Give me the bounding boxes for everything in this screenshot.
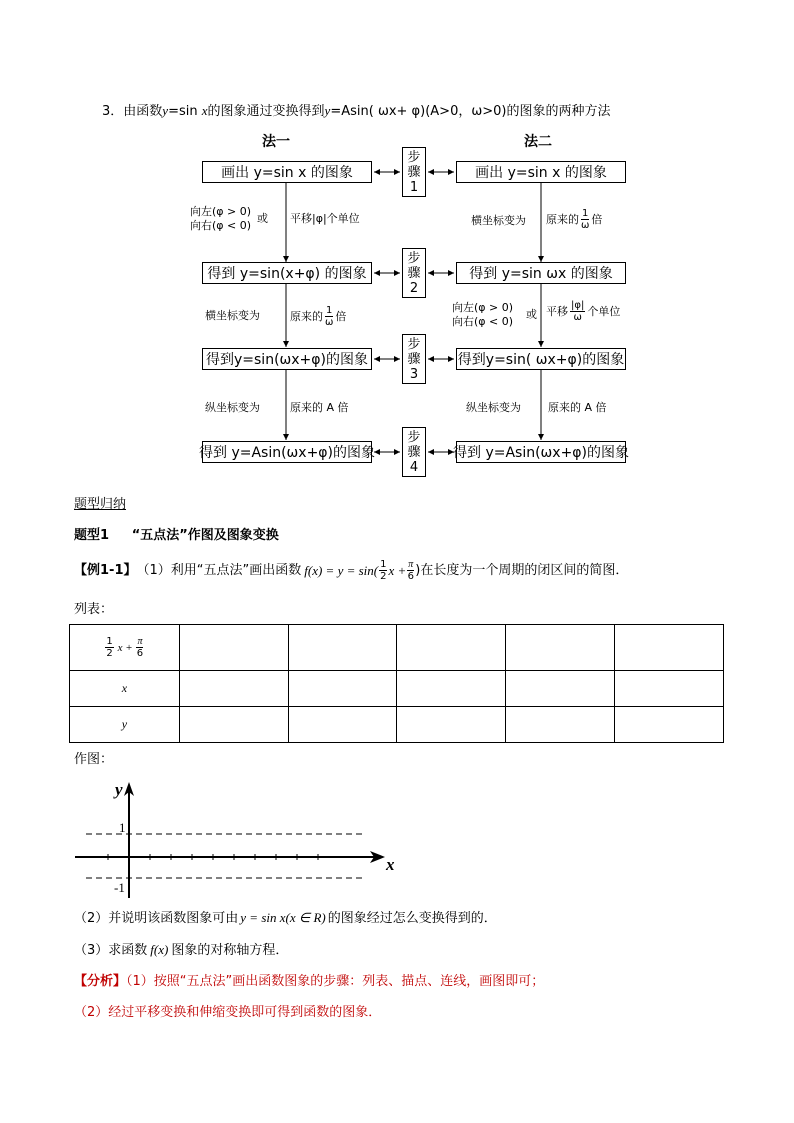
method1-title: 法一: [262, 134, 290, 150]
table-cell[interactable]: [288, 671, 397, 707]
draw-label: 作图：: [74, 752, 114, 767]
m2-box-2: 得到 y=sin ωx 的图象: [456, 262, 626, 284]
table-cell[interactable]: [615, 625, 724, 671]
m1-label-1-right: 平移|φ|个单位: [290, 212, 360, 225]
m2-label-2-left: 向左(φ > 0) 向右(φ < 0): [452, 301, 514, 328]
m1-box-3: 得到y=sin(ωx+φ)的图象: [202, 348, 372, 370]
m1-label-2-left: 横坐标变为: [205, 309, 260, 322]
table-cell[interactable]: [397, 671, 506, 707]
step-box-1: 步 骤 1: [402, 147, 426, 197]
table-row3-header: y: [70, 707, 180, 743]
analysis-line-2: （2）经过平移变换和伸缩变换即可得到函数的图象．: [74, 1005, 382, 1020]
value-table: [69, 624, 724, 743]
question-2: （2）并说明该函数图象可由 y = sin x(x ∈ R) 的图象经过怎么变换得到的．: [74, 910, 497, 926]
table-cell[interactable]: [179, 671, 288, 707]
m2-box-3: 得到y=sin( ωx+φ)的图象: [456, 348, 626, 370]
table-cell[interactable]: [506, 707, 615, 743]
m1-box-4: 得到 y=Asin(ωx+φ)的图象: [202, 441, 372, 463]
tick-label-neg-one: -1: [114, 880, 125, 895]
m1-label-1-left: 向左(φ > 0) 向右(φ < 0): [190, 205, 252, 232]
list-label: 列表：: [74, 602, 114, 617]
m2-box-4: 得到 y=Asin(ωx+φ)的图象: [456, 441, 626, 463]
question-3: （3）求函数 f(x) 图象的对称轴方程．: [74, 942, 289, 958]
m1-box-1: 画出 y=sin x 的图象: [202, 161, 372, 183]
table-cell[interactable]: [615, 671, 724, 707]
analysis-line-1: 【分析】（1）按照“五点法”画出函数图象的步骤：列表、描点、连线，画图即可；: [74, 974, 545, 989]
m1-box-2: 得到 y=sin(x+φ) 的图象: [202, 262, 372, 284]
step-box-2: 步 骤 2: [402, 248, 426, 298]
m2-label-3-left: 纵坐标变为: [466, 401, 521, 414]
table-cell[interactable]: [288, 707, 397, 743]
m2-label-2-or: 或: [526, 308, 537, 321]
m2-label-3-right: 原来的 A 倍: [548, 401, 607, 414]
coordinate-axes: [70, 778, 400, 903]
step-box-3: 步 骤 3: [402, 334, 426, 384]
table-cell[interactable]: [288, 625, 397, 671]
table-cell[interactable]: [179, 707, 288, 743]
table-cell[interactable]: [506, 625, 615, 671]
m2-label-1-right: 原来的 $\frac{1}{\omega}$ 倍: [546, 208, 603, 231]
m2-box-1: 画出 y=sin x 的图象: [456, 161, 626, 183]
table-row1-header: $\frac{1}{2}$ x + $\frac{\pi}{6}$: [70, 625, 180, 671]
summary-heading: 题型归纳: [74, 497, 127, 512]
table-cell[interactable]: [179, 625, 288, 671]
flow-diagram-arrows: [0, 0, 794, 500]
step-box-4: 步 骤 4: [402, 427, 426, 477]
tick-label-one: 1: [119, 820, 126, 835]
x-axis-label: x: [386, 855, 395, 874]
table-row2-header: x: [70, 671, 180, 707]
m1-label-3-right: 原来的 A 倍: [290, 401, 349, 414]
section-3-heading: 3．由函数y=sin x的图象通过变换得到y=Asin( ωx+ φ)(A>0，ω>0)的图象的两种方法: [102, 103, 611, 119]
type1-heading: 题型1 “五点法”作图及图象变换: [74, 528, 279, 543]
m1-label-3-left: 纵坐标变为: [205, 401, 260, 414]
m2-label-1-left: 横坐标变为: [471, 214, 526, 227]
table-cell[interactable]: [397, 625, 506, 671]
method2-title: 法二: [524, 134, 552, 150]
example-1-1-question: 【例1-1】 （1）利用“五点法”画出函数 f(x) = y = sin( $\frac{1}{2}$ x + $\frac{\pi}{6}$ )在长度为一个周期的闭区间的简图．: [74, 559, 629, 582]
m1-label-2-right: 原来的 $\frac{1}{\omega}$ 倍: [290, 305, 347, 328]
table-cell[interactable]: [506, 671, 615, 707]
m1-label-1-or: 或: [257, 212, 268, 225]
table-cell[interactable]: [615, 707, 724, 743]
m2-label-2-right: 平移 $\frac{|\varphi|}{\omega}$ 个单位: [546, 300, 621, 323]
y-axis-label: y: [115, 780, 123, 799]
table-cell[interactable]: [397, 707, 506, 743]
